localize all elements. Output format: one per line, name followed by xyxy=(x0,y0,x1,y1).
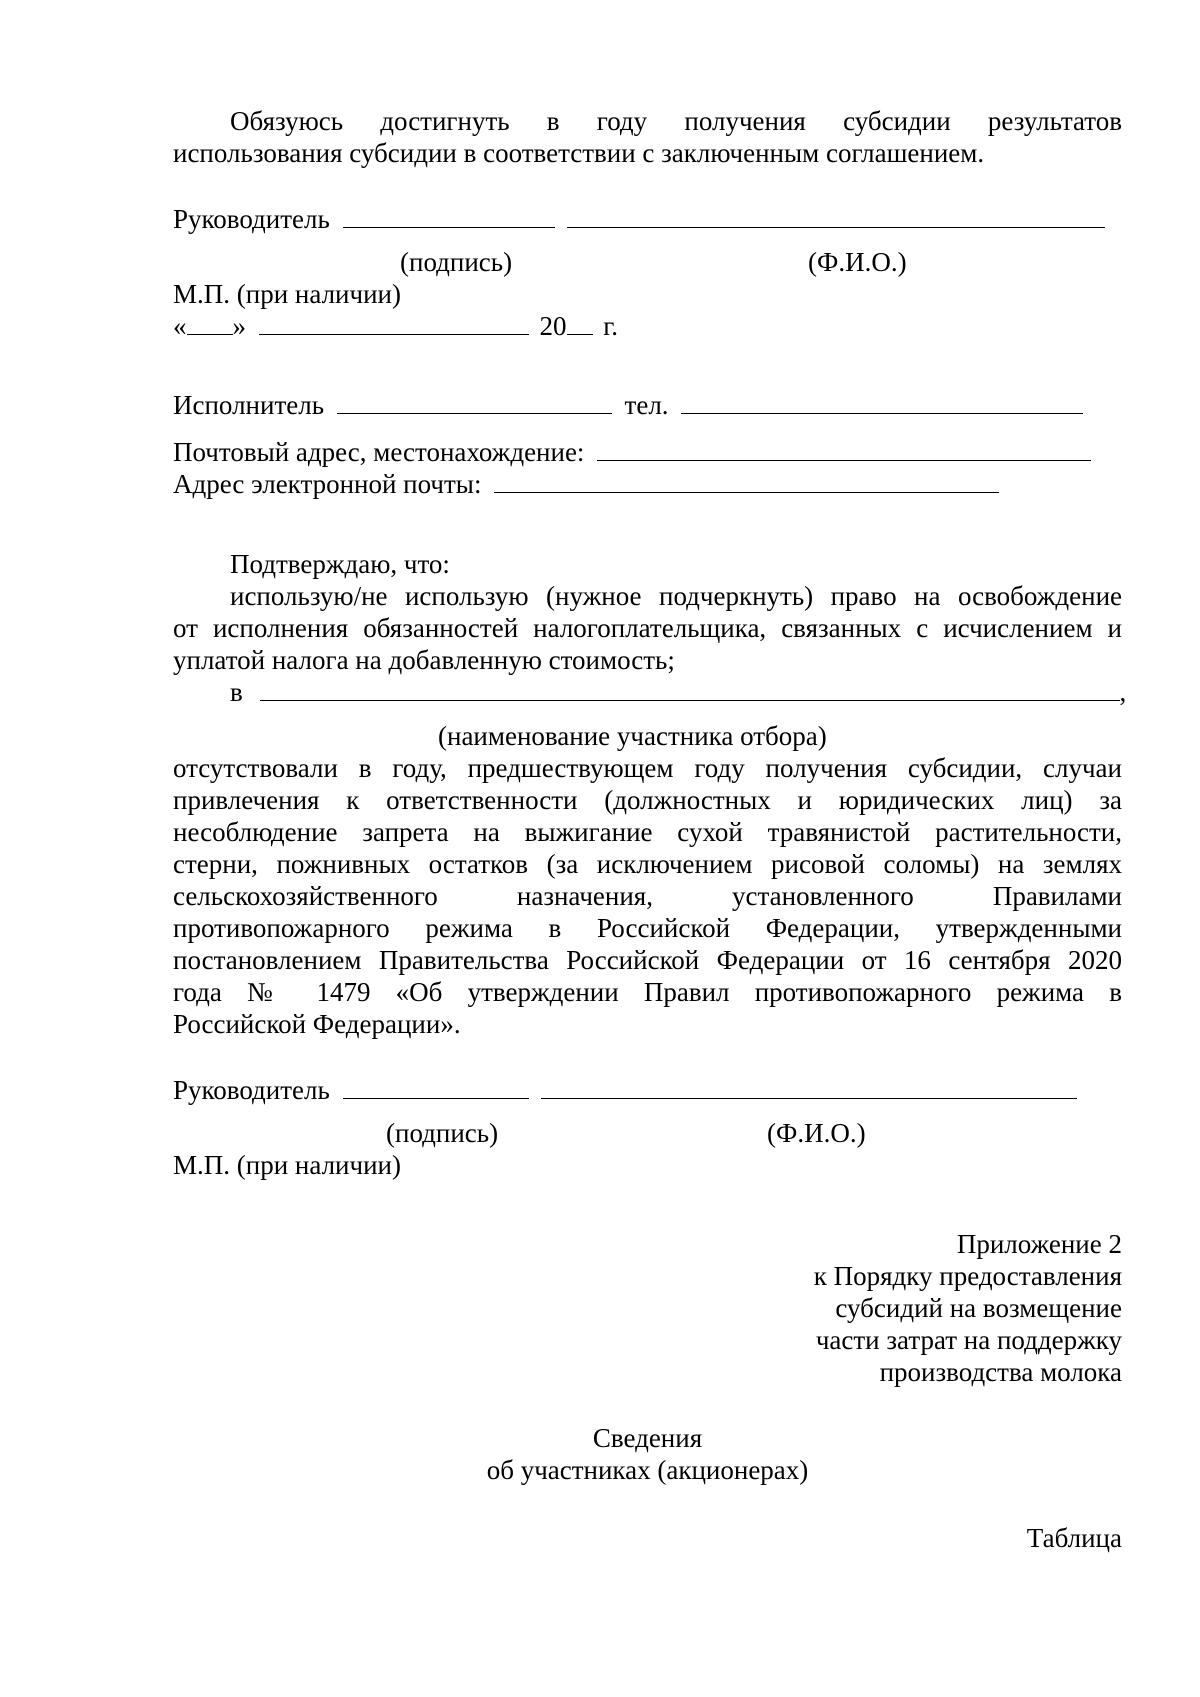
appendix-line: к Порядку предоставления xyxy=(813,1261,1122,1291)
confirm-p2-line: сельскохозяйственного назначения, установленного Правилами xyxy=(173,881,1122,911)
confirm-p2-line: стерни, пожнивных остатков (за исключением рисовой соломы) на землях xyxy=(173,849,1122,879)
fio-line xyxy=(567,203,1105,228)
fio-caption: (Ф.И.О.) xyxy=(767,1118,866,1148)
confirm-p2-line: привлечения к ответственности (должностных и юридических лиц) за xyxy=(173,785,1122,815)
postal-row: Почтовый адрес, местонахождение: xyxy=(173,436,1122,468)
confirm-heading: Подтверждаю, что: xyxy=(230,549,450,579)
phone-line xyxy=(681,389,1083,414)
confirm-p1-line-2: от исполнения обязанностей налогоплательщика, связанных с исчислением и xyxy=(173,613,1122,643)
participant-row: в , xyxy=(230,677,1127,707)
confirm-p1-line-1: использую/не использую (нужное подчеркнуть) право на освобождение xyxy=(230,581,1122,611)
month-line xyxy=(259,310,529,335)
executor-line xyxy=(337,389,612,414)
fio-caption: (Ф.И.О.) xyxy=(808,247,907,277)
title-line-2: об участниках (акционерах) xyxy=(486,1455,809,1485)
participant-caption: (наименование участника отбора) xyxy=(438,721,827,751)
email-row: Адрес электронной почты: xyxy=(173,468,1122,500)
appendix-line: Приложение 2 xyxy=(956,1229,1122,1259)
confirm-p1-line-3: уплатой налога на добавленную стоимость; xyxy=(173,645,675,675)
signature-line xyxy=(343,203,555,228)
confirm-p2-line: года № 1479 «Об утверждении Правил противопожарного режима в xyxy=(173,977,1122,1007)
date-row: « » 20 г. xyxy=(173,311,619,341)
appendix-line: части затрат на поддержку xyxy=(815,1325,1122,1355)
signature-row-2: Руководитель xyxy=(173,1074,1122,1106)
confirm-p2-line: противопожарного режима в Российской Федерации, утвержденными xyxy=(173,913,1122,943)
confirm-p2-line: несоблюдение запрета на выжигание сухой травянистой растительности, xyxy=(173,817,1122,847)
stamp-note: М.П. (при наличии) xyxy=(173,279,401,309)
confirm-p2-line: постановлением Правительства Российской Федерации от 16 сентября 2020 xyxy=(173,945,1122,975)
email-line xyxy=(494,468,999,493)
signature-line xyxy=(343,1074,529,1099)
appendix-line: субсидий на возмещение xyxy=(835,1293,1122,1323)
confirm-p2-last-line: Российской Федерации». xyxy=(173,1009,461,1039)
title-line-1: Сведения xyxy=(592,1423,703,1453)
table-label: Таблица xyxy=(1026,1523,1122,1553)
appendix-line: производства молока xyxy=(879,1357,1122,1387)
participant-line xyxy=(260,676,1120,701)
fio-line xyxy=(541,1074,1077,1099)
commitment-line-2: использования субсидии в соответствии с заключенным соглашением. xyxy=(173,138,985,168)
signature-row-1 xyxy=(173,203,1122,235)
signature-caption: (подпись) xyxy=(386,1118,499,1148)
year-line xyxy=(567,310,593,335)
executor-row: Исполнитель тел. xyxy=(173,389,1122,421)
confirm-p2-line: отсутствовали в году, предшествующем году получения субсидии, случаи xyxy=(173,753,1122,783)
day-line xyxy=(187,310,233,335)
head-label: Руководитель xyxy=(173,204,330,234)
postal-line xyxy=(597,436,1091,461)
commitment-line-1: Обязуюсь достигнуть в году получения субсидии результатов xyxy=(230,106,1122,136)
signature-caption: (подпись) xyxy=(400,247,513,277)
stamp-note: М.П. (при наличии) xyxy=(173,1150,401,1180)
